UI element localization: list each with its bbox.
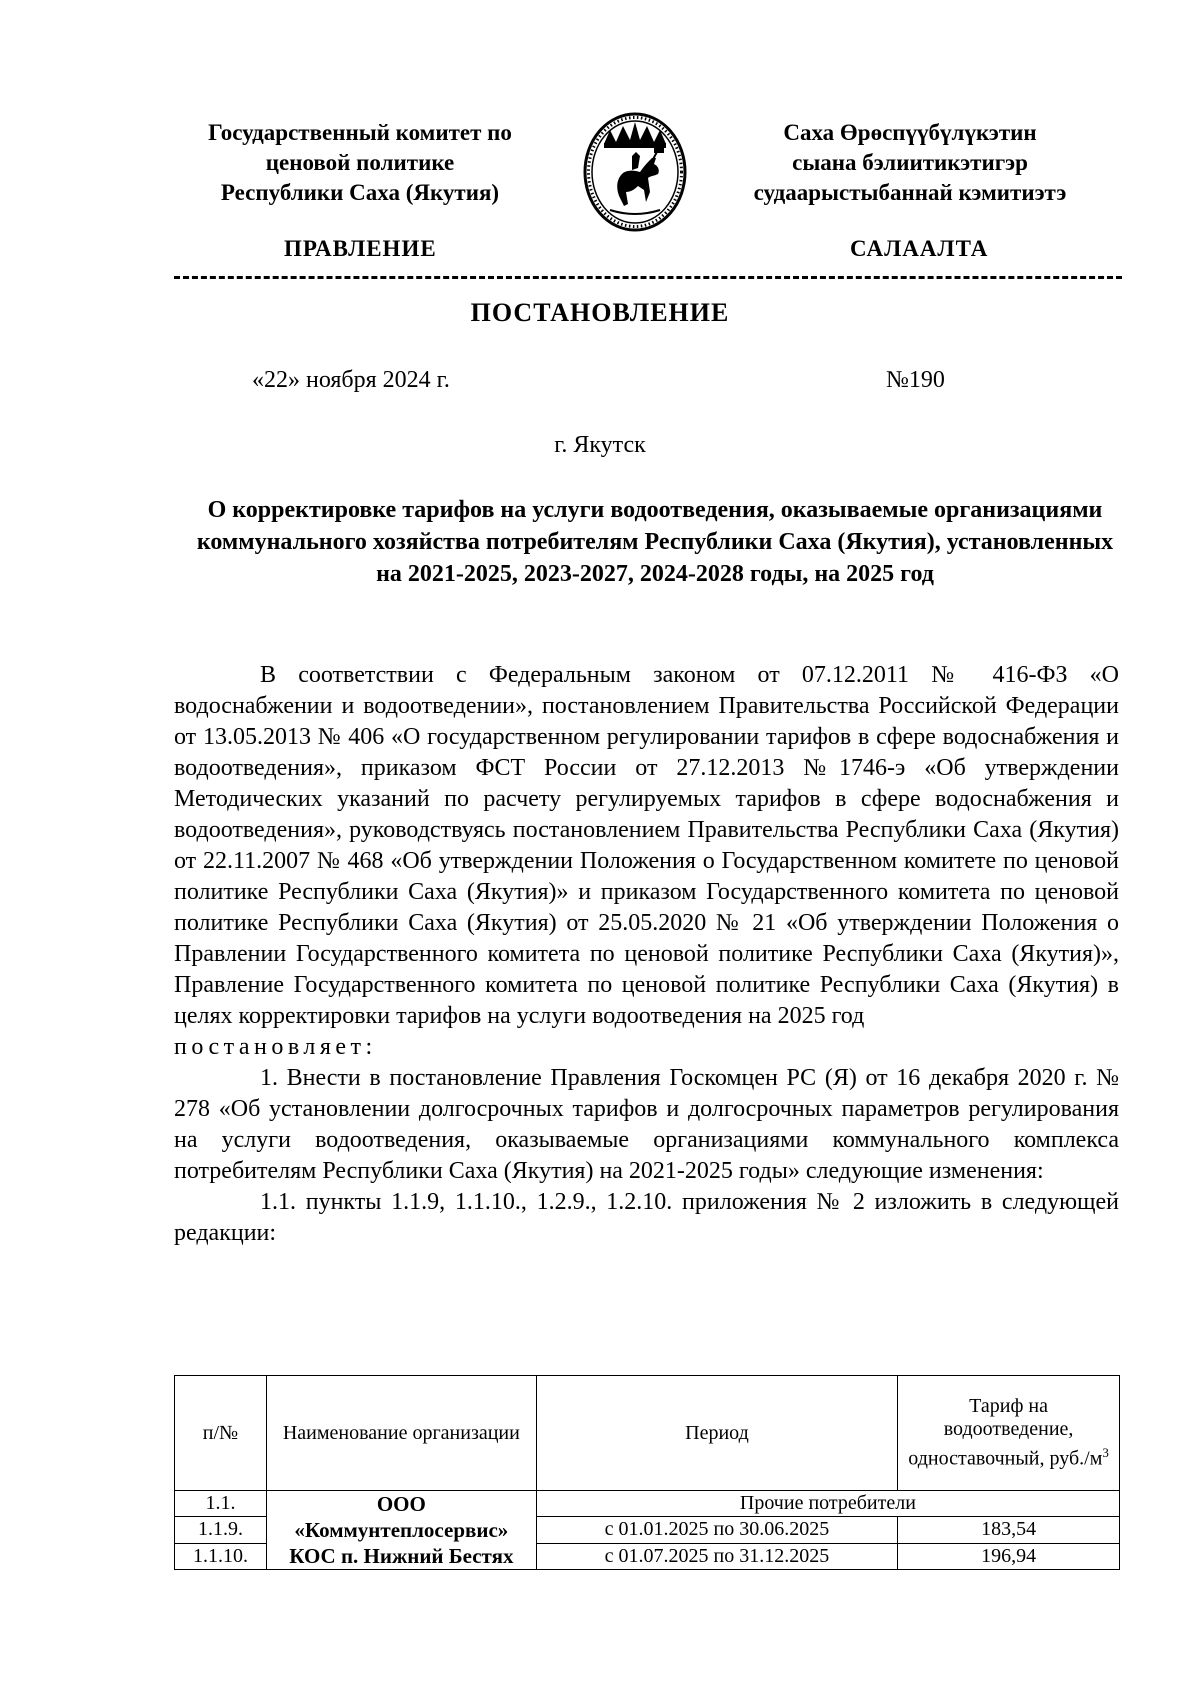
- document-number: №190: [886, 367, 945, 393]
- header-divider: [174, 276, 1122, 279]
- item-1-paragraph: 1. Внести в постановление Правления Госкомцен РС (Я) от 16 декабря 2020 г. № 278 «Об установлении долгосрочных тарифов и долгосрочных параметров регулирования на услуги водоотведения, оказываемые организациями коммунального комплекса потребителям Республики Саха (Якутия) на 2021-2025 годы» следующие изменения:: [174, 1065, 1119, 1184]
- document-city: г. Якутск: [554, 432, 646, 458]
- header-cell-num: п/№: [175, 1376, 267, 1491]
- board-label-sakha: САЛААЛТА: [850, 236, 989, 261]
- header-right-line: сыана бэлиитикэтигэр: [792, 150, 1028, 175]
- header-right-ministry-name: [700, 118, 1120, 208]
- consumer-group-cell: Прочие потребители: [536, 1491, 1119, 1517]
- header-cell-period: Период: [536, 1376, 897, 1491]
- row-num-cell: 1.1.9.: [175, 1517, 267, 1543]
- period-cell: с 01.01.2025 по 30.06.2025: [536, 1517, 897, 1543]
- organization-line: КОС п. Нижний Бестях: [289, 1544, 514, 1568]
- resolves-line: постановляет:: [174, 1034, 377, 1060]
- document-subject: О корректировке тарифов на услуги водоотведения, оказываемые организациями коммунального хозяйства потребителям Республики Саха (Якутия), установленных на 2021-2025, 2023-2027, 2024-2028 годы, на 2025 год: [196, 497, 1114, 587]
- row-num-cell: 1.1.10.: [175, 1543, 267, 1569]
- header-cell-tariff: [898, 1376, 1120, 1491]
- document-type-title: ПОСТАНОВЛЕНИЕ: [470, 298, 730, 327]
- organization-cell: [266, 1491, 536, 1570]
- row-num-cell: 1.1.: [175, 1491, 267, 1517]
- header-tariff-unit-superscript: 3: [1102, 1445, 1109, 1461]
- item-1-1-paragraph: 1.1. пункты 1.1.9, 1.1.10., 1.2.9., 1.2.10. приложения № 2 изложить в следующей редакции:: [174, 1189, 1119, 1246]
- header-cell-org: Наименование организации: [266, 1376, 536, 1491]
- header-right-line: судаарыстыбаннай кэмитиэтэ: [753, 180, 1067, 205]
- organization-line: ООО: [376, 1492, 426, 1516]
- sakha-republic-coat-of-arms-icon: [580, 106, 690, 234]
- document-body: [174, 660, 1119, 1249]
- header-left-ministry-name: [168, 118, 552, 208]
- header-right-line: Саха Өрөспүүбүлүкэтин: [783, 120, 1037, 145]
- table-row: [175, 1491, 1120, 1517]
- tariff-cell: 183,54: [898, 1517, 1120, 1543]
- organization-line: «Коммунтеплосервис»: [294, 1518, 509, 1542]
- document-date: «22» ноября 2024 г.: [252, 367, 450, 393]
- tariff-table: [174, 1375, 1120, 1570]
- table-header-row: [175, 1376, 1120, 1491]
- preamble-paragraph: В соответствии с Федеральным законом от 07.12.2011 № 416-ФЗ «О водоснабжении и водоотведении», постановлением Правительства Российской Федерации от 13.05.2013 № 406 «О государственном регулировании тарифов в сфере водоснабжения и водоотведения», приказом ФСТ России от 27.12.2013 №1746-э «Об утверждении Методических указаний по расчету регулируемых тарифов в сфере водоснабжения и водоотведения», руководствуясь постановлением Правительства Республики Саха (Якутия) от 22.11.2007 № 468 «Об утверждении Положения о Государственном комитете по ценовой политике Республики Саха (Якутия)» и приказом Государственного комитета по ценовой политике Республики Саха (Якутия) от 25.05.2020 № 21 «Об утверждении Положения о Правлении Государственного комитета по ценовой политике Республики Саха (Якутия)», Правление Государственного комитета по ценовой политике Республики Саха (Якутия) в целях корректировки тарифов на услуги водоотведения на 2025 год: [174, 662, 1119, 1029]
- board-label-russian: ПРАВЛЕНИЕ: [284, 236, 437, 261]
- tariff-cell: 196,94: [898, 1543, 1120, 1569]
- header-left-line: Государственный комитет по: [208, 120, 512, 145]
- header-tariff-text: Тариф на водоотведение, одноставочный, руб./м: [908, 1395, 1103, 1470]
- header-left-line: Республики Саха (Якутия): [220, 180, 500, 205]
- header-left-line: ценовой политике: [265, 150, 455, 175]
- period-cell: с 01.07.2025 по 31.12.2025: [536, 1543, 897, 1569]
